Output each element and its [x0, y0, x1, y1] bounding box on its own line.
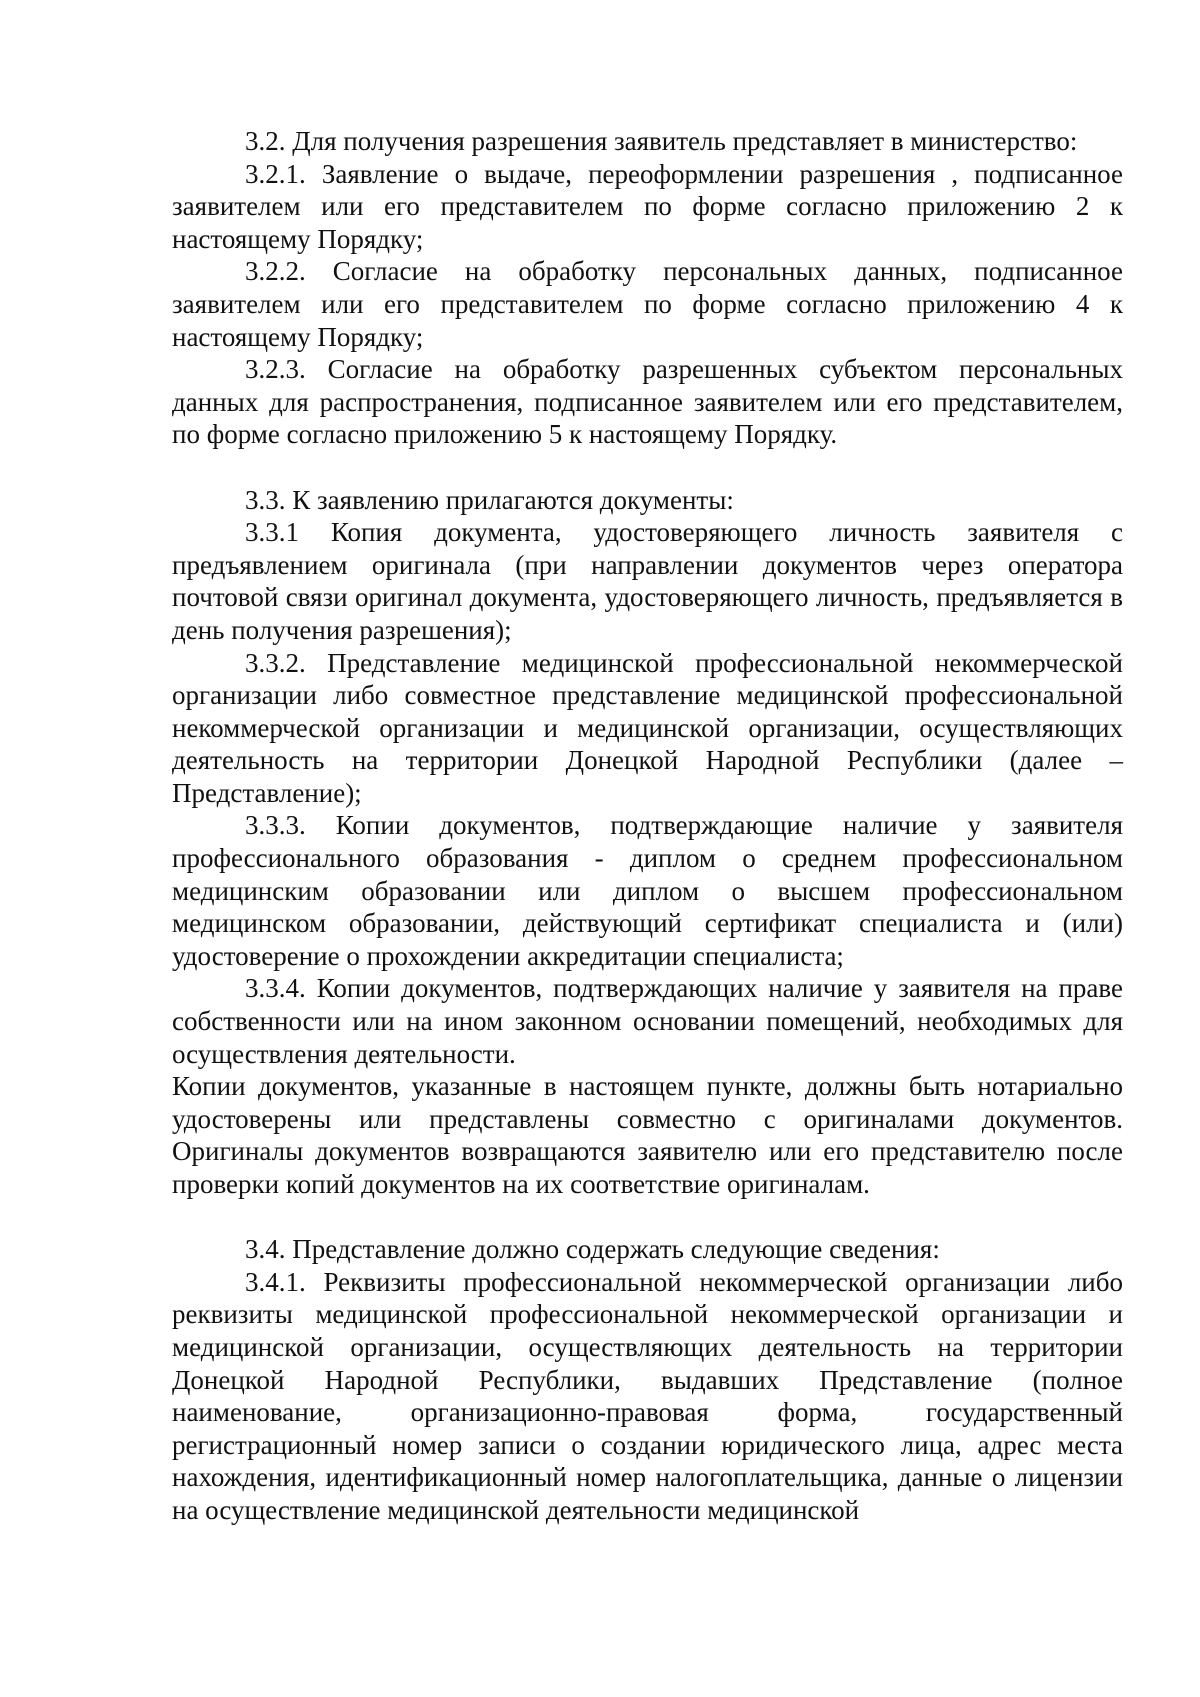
paragraph-3-3-2: 3.3.2. Представление медицинской профессиональной некоммерческой организации либо совместное представление медицинской профессиональной некоммерческой организации и медицинской организации, осуществляющих деятельность на территории Донецкой Народной Республики (далее – Представление);	[172, 647, 1123, 808]
document-body	[172, 125, 1123, 1527]
paragraph-3-2: 3.2. Для получения разрешения заявитель представляет в министерство:	[245, 126, 1078, 156]
paragraph-3-2-3: 3.2.3. Согласие на обработку разрешенных субъектом персональных данных для распространения, подписанное заявителем или его представителем, по форме согласно приложению 5 к настоящему Порядку.	[172, 354, 1123, 450]
paragraph-3-4-1: 3.4.1. Реквизиты профессиональной некоммерческой организации либо реквизиты медицинской профессиональной некоммерческой организации и медицинской организации, осуществляющих деятельность на территории Донецкой Народной Республики, выдавших Представление (полное наименование, организационно-правовая форма, государственный регистрационный номер записи о создании юридического лица, адрес места нахождения, идентификационный номер налогоплательщика, данные о лицензии на осуществление медицинской деятельности медицинской	[172, 1266, 1123, 1525]
paragraph-3-3-3: 3.3.3. Копии документов, подтверждающие наличие у заявителя профессионального образования - диплом о среднем профессиональном медицинским образовании или диплом о высшем профессиональном медицинском образовании, действующий сертификат специалиста и (или) удостоверение о прохождении аккредитации специалиста;	[172, 810, 1123, 971]
paragraph-3-3: 3.3. К заявлению прилагаются документы:	[245, 484, 734, 515]
paragraph-3-2-1: 3.2.1. Заявление о выдаче, переоформлении разрешения , подписанное заявителем или его представителем по форме согласно приложению 2 к настоящему Порядку;	[172, 158, 1123, 254]
paragraph-3-3-1: 3.3.1 Копия документа, удостоверяющего личность заявителя с предъявлением оригинала (при направлении документов через оператора почтовой связи оригинал документа, удостоверяющего личность, предъявляется в день получения разрешения);	[172, 517, 1123, 645]
paragraph-3-2-2: 3.2.2. Согласие на обработку персональных данных, подписанное заявителем или его представителем по форме согласно приложению 4 к настоящему Порядку;	[172, 256, 1123, 352]
paragraph-copies-note: Копии документов, указанные в настоящем пункте, должны быть нотариально удостоверены или представлены совместно с оригиналами документов. Оригиналы документов возвращаются заявителю или его представителю после проверки копий документов на их соответствие оригиналам.	[172, 1071, 1123, 1199]
paragraph-3-3-4: 3.3.4. Копии документов, подтверждающих наличие у заявителя на праве собственности или на ином законном основании помещений, необходимых для осуществления деятельности.	[172, 973, 1123, 1069]
paragraph-3-4: 3.4. Представление должно содержать следующие сведения:	[245, 1234, 940, 1265]
